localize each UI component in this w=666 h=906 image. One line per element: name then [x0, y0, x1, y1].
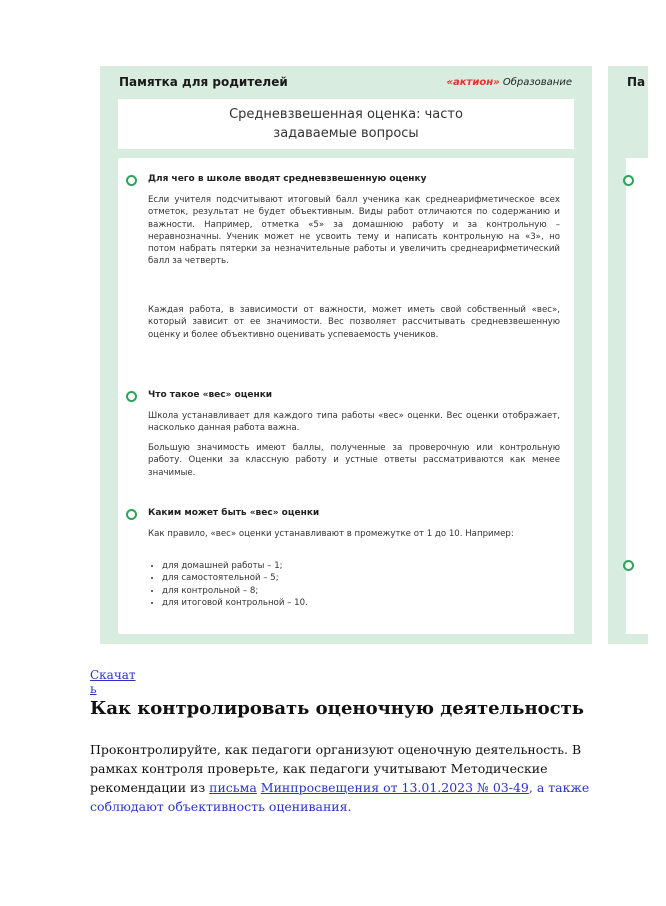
next-infographic-card[interactable]	[608, 66, 648, 644]
card-title-line1: Средневзвешенная оценка: часто	[229, 107, 463, 122]
faq-answer: Большую значимость имеют баллы, полученные за проверочную или контрольную работу. Оценки за классную работу и устные ответы рассматриваются как менее значимые.	[148, 443, 560, 478]
faq-answer: Как правило, «вес» оценки устанавливают в промежутке от 1 до 10. Например:	[148, 529, 514, 539]
list-item: • для контрольной – 8;	[162, 585, 308, 597]
card-title	[118, 99, 574, 149]
card-title-line2: задаваемые вопросы	[273, 126, 419, 141]
list-item: • для домашней работы – 1;	[162, 560, 308, 572]
brand-secondary: Образование	[502, 77, 572, 88]
circle-bullet-icon	[623, 175, 634, 186]
paragraph-text-end: , а также соблюдают объективность оценивания.	[90, 780, 590, 814]
faq-question: Что такое «вес» оценки	[148, 390, 273, 400]
faq-answer: Школа устанавливает для каждого типа работы «вес» оценки. Вес оценки отображает, насколько данная работа важна.	[148, 411, 560, 434]
faq-answer: Каждая работа, в зависимости от важности, может иметь свой собственный «вес», который зависит от ее значимости. Вес позволяет рассчитывать средневзвешенную оценку и более объективно оценивать успеваемость учеников.	[148, 305, 560, 340]
letter-link[interactable]: письма	[209, 780, 257, 795]
circle-bullet-icon	[126, 175, 137, 186]
list-item: • для самостоятельной – 5;	[162, 572, 308, 584]
circle-bullet-icon	[126, 509, 137, 520]
weight-list	[148, 560, 308, 609]
card-content	[118, 158, 574, 634]
brand-primary: «актион»	[446, 77, 500, 88]
card-header	[100, 66, 592, 98]
download-link[interactable]: Скачать	[90, 668, 136, 696]
section-heading: Как контролировать оценочную деятельность	[90, 698, 584, 719]
card-header-title: Па	[627, 75, 646, 89]
faq-question: Каким может быть «вес» оценки	[148, 508, 320, 518]
faq-question: Для чего в школе вводят средневзвешенную оценку	[148, 174, 427, 184]
circle-bullet-icon	[623, 560, 634, 571]
brand-logo	[447, 77, 572, 88]
ministry-letter-link[interactable]: Минпросвещения от 13.01.2023 № 03-49	[260, 780, 529, 795]
infographic-viewer[interactable]	[100, 66, 646, 644]
circle-bullet-icon	[126, 391, 137, 402]
article-paragraph	[90, 740, 600, 816]
faq-answer: Если учителя подсчитывают итоговый балл ученика как среднеарифметическое всех отметок, результат не будет объективным. Виды работ отличаются по содержанию и важности. Например, отметка «5» за домашнюю работу и за контрольную – неравнозначны. Ученик может не усвоить тему и написать контрольную на «3», но потом набрать пятерки за незначительные работы и увеличить среднеарифметический балл за четверть.	[148, 195, 560, 267]
list-item: • для итоговой контрольной – 10.	[162, 597, 308, 609]
card-header	[608, 66, 648, 98]
card-header-title: Памятка для родителей	[119, 75, 288, 89]
paragraph-text: Проконтролируйте, как педагоги организуют оценочную деятельность. В рамках контроля проверьте, как педагоги учитывают Методические рекомендации из	[90, 742, 582, 795]
infographic-card	[100, 66, 592, 644]
